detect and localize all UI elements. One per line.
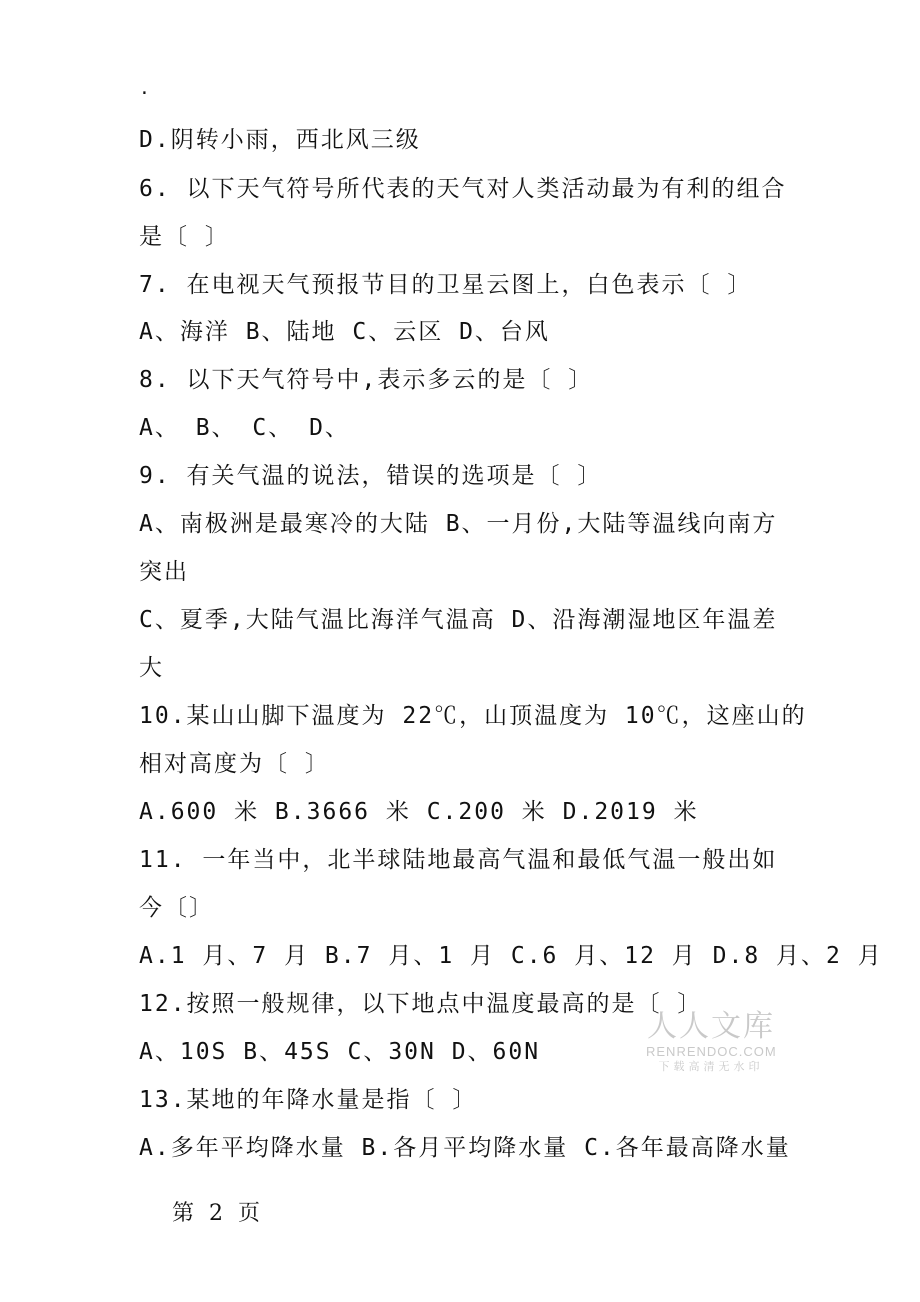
watermark-title: 人人文库 xyxy=(647,1009,775,1044)
text-line: 今〔〕 xyxy=(139,895,214,921)
options-13: A.多年平均降水量 B.各月平均降水量 C.各年最高降水量 xyxy=(139,1135,791,1161)
text-line: 大 xyxy=(139,655,164,681)
question-6: 6. 以下天气符号所代表的天气对人类活动最为有利的组合 xyxy=(139,176,787,202)
question-7: 7. 在电视天气预报节目的卫星云图上，白色表示〔 〕 xyxy=(139,272,753,298)
options-12: A、10S B、45S C、30N D、60N xyxy=(139,1039,541,1065)
options-9: A、南极洲是最寒冷的大陆 B、一月份,大陆等温线向南方 xyxy=(139,511,778,537)
text-line: 是〔 〕 xyxy=(139,224,230,250)
text-line: D.阴转小雨，西北风三级 xyxy=(139,127,421,153)
options-9: C、夏季,大陆气温比海洋气温高 D、沿海潮湿地区年温差 xyxy=(139,607,778,633)
page-mark: . xyxy=(139,78,150,99)
question-10: 10.某山山脚下温度为 22℃，山顶温度为 10℃，这座山的 xyxy=(139,703,807,729)
options-7: A、海洋 B、陆地 C、云区 D、台风 xyxy=(139,319,550,345)
options-11: A.1 月、7 月 B.7 月、1 月 C.6 月、12 月 D.8 月、2 月 xyxy=(139,943,883,969)
question-12: 12.按照一般规律，以下地点中温度最高的是〔 〕 xyxy=(139,991,703,1017)
page-number: 第 2 页 xyxy=(172,1201,264,1226)
watermark-subtitle: 下载高清无水印 xyxy=(658,1061,764,1073)
text-line: 相对高度为〔 〕 xyxy=(139,751,330,777)
question-11: 11. 一年当中，北半球陆地最高气温和最低气温一般出如 xyxy=(139,847,778,873)
watermark xyxy=(646,1010,776,1075)
options-10: A.600 米 B.3666 米 C.200 米 D.2019 米 xyxy=(139,799,699,825)
question-9: 9. 有关气温的说法，错误的选项是〔 〕 xyxy=(139,463,603,489)
options-8: A、 B、 C、 D、 xyxy=(139,415,350,441)
question-8: 8. 以下天气符号中,表示多云的是〔 〕 xyxy=(139,367,594,393)
watermark-url: RENRENDOC.COM xyxy=(646,1044,777,1059)
text-line: 突出 xyxy=(139,559,189,585)
question-13: 13.某地的年降水量是指〔 〕 xyxy=(139,1087,478,1113)
